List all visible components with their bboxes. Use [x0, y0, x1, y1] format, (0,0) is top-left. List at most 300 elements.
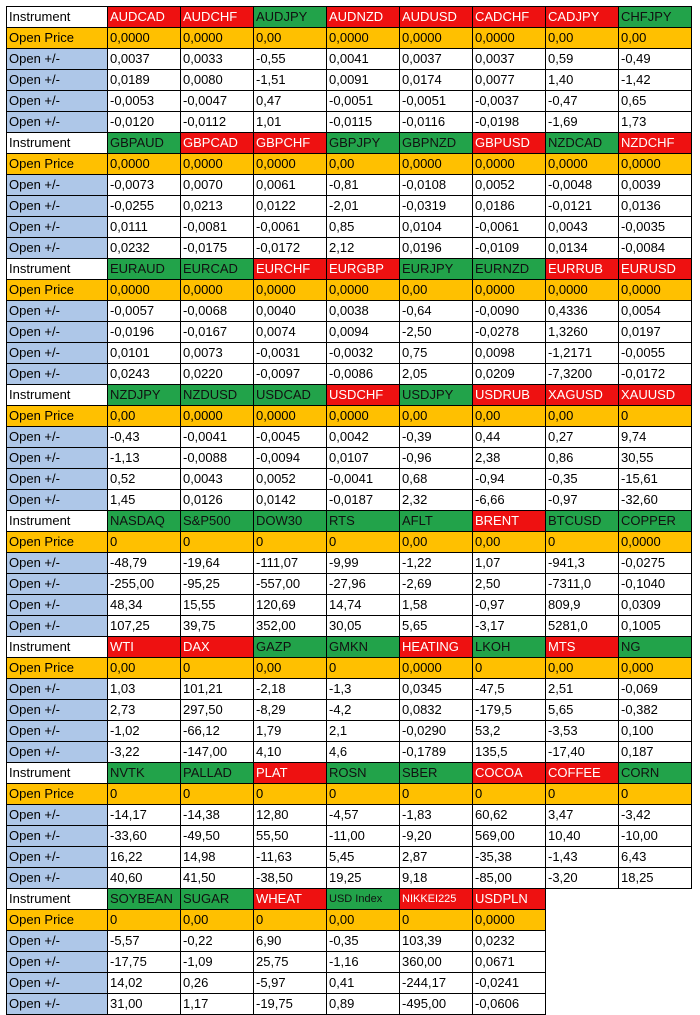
change-row [7, 343, 692, 364]
change-cell: 0,65 [619, 91, 692, 112]
change-label: Open +/- [7, 343, 108, 364]
change-cell: -0,0061 [473, 217, 546, 238]
change-cell: 0,26 [181, 973, 254, 994]
instrument-name-cell: NVTK [108, 763, 181, 784]
change-cell: 2,51 [546, 679, 619, 700]
empty-cell [546, 931, 619, 952]
change-row [7, 427, 692, 448]
open-price-row [7, 910, 692, 931]
open-price-label: Open Price [7, 280, 108, 301]
change-cell: -2,69 [400, 574, 473, 595]
change-row [7, 574, 692, 595]
change-label: Open +/- [7, 70, 108, 91]
open-price-cell: 0 [254, 784, 327, 805]
change-row [7, 70, 692, 91]
change-cell: 10,40 [546, 826, 619, 847]
change-cell: -9,20 [400, 826, 473, 847]
instrument-name-cell: AUDCHF [181, 7, 254, 28]
change-cell: -95,25 [181, 574, 254, 595]
instrument-header-row [7, 763, 692, 784]
change-cell: 360,00 [400, 952, 473, 973]
change-cell: 0,0232 [108, 238, 181, 259]
open-price-label: Open Price [7, 658, 108, 679]
open-price-cell: 0,0000 [400, 658, 473, 679]
change-cell: 0,0174 [400, 70, 473, 91]
change-cell: -0,0187 [327, 490, 400, 511]
change-cell: 0,0042 [327, 427, 400, 448]
change-row [7, 553, 692, 574]
instrument-name-cell: EURJPY [400, 259, 473, 280]
instrument-name-cell: WTI [108, 637, 181, 658]
open-price-cell: 0 [327, 784, 400, 805]
change-cell: 0,0073 [181, 343, 254, 364]
change-cell: 2,1 [327, 721, 400, 742]
change-cell: -0,0041 [181, 427, 254, 448]
instrument-name-cell: EURGBP [327, 259, 400, 280]
instrument-name-cell: NZDUSD [181, 385, 254, 406]
instrument-label: Instrument [7, 889, 108, 910]
change-cell: 2,05 [400, 364, 473, 385]
change-cell: 0,4336 [546, 301, 619, 322]
change-cell: -0,0045 [254, 427, 327, 448]
change-cell: 60,62 [473, 805, 546, 826]
change-cell: -0,0090 [473, 301, 546, 322]
change-cell: 120,69 [254, 595, 327, 616]
change-cell: -8,29 [254, 700, 327, 721]
change-cell: 48,34 [108, 595, 181, 616]
change-label: Open +/- [7, 301, 108, 322]
change-row [7, 196, 692, 217]
change-cell: -2,50 [400, 322, 473, 343]
change-cell: 809,9 [546, 595, 619, 616]
open-price-cell: 0 [254, 910, 327, 931]
open-price-cell: 0,00 [327, 154, 400, 175]
instrument-name-cell: GMKN [327, 637, 400, 658]
instrument-name-cell: MTS [546, 637, 619, 658]
change-cell: -0,0088 [181, 448, 254, 469]
open-price-cell: 0,0000 [181, 280, 254, 301]
change-cell: 1,45 [108, 490, 181, 511]
change-cell: -27,96 [327, 574, 400, 595]
change-cell: 2,50 [473, 574, 546, 595]
change-cell: 0,41 [327, 973, 400, 994]
change-row [7, 112, 692, 133]
change-cell: 0,0142 [254, 490, 327, 511]
change-cell: -147,00 [181, 742, 254, 763]
change-cell: -0,35 [327, 931, 400, 952]
change-cell: 0,0189 [108, 70, 181, 91]
change-row [7, 175, 692, 196]
change-cell: 103,39 [400, 931, 473, 952]
instrument-name-cell: AUDNZD [327, 7, 400, 28]
empty-cell [619, 952, 692, 973]
change-label: Open +/- [7, 448, 108, 469]
open-price-cell: 0,0000 [546, 280, 619, 301]
change-label: Open +/- [7, 91, 108, 112]
change-cell: -0,64 [400, 301, 473, 322]
instrument-name-cell: SBER [400, 763, 473, 784]
open-price-cell: 0 [181, 658, 254, 679]
change-cell: -14,17 [108, 805, 181, 826]
open-price-row [7, 784, 692, 805]
open-price-cell: 0 [181, 784, 254, 805]
change-cell: -0,0048 [546, 175, 619, 196]
change-row [7, 91, 692, 112]
instrument-name-cell: CORN [619, 763, 692, 784]
change-row [7, 931, 692, 952]
change-label: Open +/- [7, 490, 108, 511]
change-label: Open +/- [7, 679, 108, 700]
change-cell: -5,57 [108, 931, 181, 952]
empty-cell [546, 910, 619, 931]
change-cell: -0,0175 [181, 238, 254, 259]
change-label: Open +/- [7, 952, 108, 973]
empty-cell [619, 994, 692, 1015]
open-price-cell: 0,0000 [473, 154, 546, 175]
change-row [7, 217, 692, 238]
instrument-name-cell: NIKKEI225 [400, 889, 473, 910]
instrument-name-cell: GBPAUD [108, 133, 181, 154]
instrument-name-cell: GAZP [254, 637, 327, 658]
open-price-cell: 0,00 [473, 532, 546, 553]
change-label: Open +/- [7, 700, 108, 721]
change-cell: -0,382 [619, 700, 692, 721]
change-cell: -66,12 [181, 721, 254, 742]
change-cell: 1,73 [619, 112, 692, 133]
change-cell: -10,00 [619, 826, 692, 847]
change-label: Open +/- [7, 238, 108, 259]
change-cell: 0,187 [619, 742, 692, 763]
open-price-cell: 0,00 [254, 28, 327, 49]
change-cell: 53,2 [473, 721, 546, 742]
change-cell: 9,74 [619, 427, 692, 448]
instrument-name-cell: DAX [181, 637, 254, 658]
change-label: Open +/- [7, 364, 108, 385]
change-cell: -179,5 [473, 700, 546, 721]
change-cell: 1,01 [254, 112, 327, 133]
change-cell: 2,32 [400, 490, 473, 511]
change-cell: -1,09 [181, 952, 254, 973]
change-cell: 39,75 [181, 616, 254, 637]
open-price-cell: 0,0000 [546, 154, 619, 175]
change-cell: 0,52 [108, 469, 181, 490]
open-price-cell: 0,0000 [254, 280, 327, 301]
change-cell: 0,0061 [254, 175, 327, 196]
change-cell: 0,0074 [254, 322, 327, 343]
instrument-name-cell: DOW30 [254, 511, 327, 532]
change-row [7, 868, 692, 889]
change-cell: -0,0196 [108, 322, 181, 343]
change-label: Open +/- [7, 322, 108, 343]
open-price-cell: 0,000 [619, 658, 692, 679]
instrument-name-cell: CADJPY [546, 7, 619, 28]
instrument-name-cell: EURCAD [181, 259, 254, 280]
change-row [7, 364, 692, 385]
change-label: Open +/- [7, 553, 108, 574]
open-price-row [7, 532, 692, 553]
change-cell: -38,50 [254, 868, 327, 889]
change-cell: 0,0040 [254, 301, 327, 322]
change-cell: -0,0278 [473, 322, 546, 343]
instrument-name-cell: CHFJPY [619, 7, 692, 28]
change-cell: 0,75 [400, 343, 473, 364]
open-price-cell: 0,0000 [473, 28, 546, 49]
open-price-cell: 0,00 [254, 658, 327, 679]
open-price-cell: 0 [546, 784, 619, 805]
change-cell: 0,0671 [473, 952, 546, 973]
change-label: Open +/- [7, 931, 108, 952]
instrument-name-cell: USDCHF [327, 385, 400, 406]
instrument-name-cell: XAGUSD [546, 385, 619, 406]
instrument-label: Instrument [7, 259, 108, 280]
open-price-row [7, 28, 692, 49]
open-price-cell: 0 [108, 910, 181, 931]
change-cell: 14,02 [108, 973, 181, 994]
empty-cell [619, 973, 692, 994]
change-cell: -49,50 [181, 826, 254, 847]
change-cell: -0,0120 [108, 112, 181, 133]
open-price-label: Open Price [7, 784, 108, 805]
change-cell: -15,61 [619, 469, 692, 490]
change-cell: 12,80 [254, 805, 327, 826]
change-cell: -0,55 [254, 49, 327, 70]
change-cell: -1,42 [619, 70, 692, 91]
instrument-header-row [7, 889, 692, 910]
change-cell: 0,0186 [473, 196, 546, 217]
open-price-cell: 0 [327, 658, 400, 679]
change-label: Open +/- [7, 805, 108, 826]
open-price-cell: 0 [546, 532, 619, 553]
empty-cell [619, 889, 692, 910]
change-row [7, 742, 692, 763]
instrument-name-cell: PALLAD [181, 763, 254, 784]
change-cell: -0,0051 [327, 91, 400, 112]
change-cell: 0,59 [546, 49, 619, 70]
change-cell: -7,3200 [546, 364, 619, 385]
change-cell: 569,00 [473, 826, 546, 847]
instrument-name-cell: AUDJPY [254, 7, 327, 28]
change-cell: 101,21 [181, 679, 254, 700]
instrument-name-cell: GBPJPY [327, 133, 400, 154]
change-cell: -0,0055 [619, 343, 692, 364]
change-cell: -47,5 [473, 679, 546, 700]
change-cell: 0,0054 [619, 301, 692, 322]
open-price-cell: 0,00 [400, 280, 473, 301]
open-price-cell: 0,0000 [108, 280, 181, 301]
open-price-cell: 0,0000 [108, 154, 181, 175]
change-label: Open +/- [7, 175, 108, 196]
empty-cell [546, 994, 619, 1015]
change-cell: -0,0053 [108, 91, 181, 112]
change-cell: -48,79 [108, 553, 181, 574]
change-label: Open +/- [7, 742, 108, 763]
change-cell: 0,0070 [181, 175, 254, 196]
change-cell: 0,0098 [473, 343, 546, 364]
instrument-name-cell: NZDCAD [546, 133, 619, 154]
change-cell: 4,10 [254, 742, 327, 763]
change-cell: 25,75 [254, 952, 327, 973]
change-cell: 0,0136 [619, 196, 692, 217]
change-cell: -0,0109 [473, 238, 546, 259]
instrument-name-cell: WHEAT [254, 889, 327, 910]
change-cell: -0,0290 [400, 721, 473, 742]
change-cell: 5,45 [327, 847, 400, 868]
instrument-name-cell: USDRUB [473, 385, 546, 406]
change-cell: 0,0033 [181, 49, 254, 70]
change-cell: -32,60 [619, 490, 692, 511]
empty-cell [619, 931, 692, 952]
change-row [7, 847, 692, 868]
change-cell: 0,0243 [108, 364, 181, 385]
change-cell: -0,0121 [546, 196, 619, 217]
instrument-name-cell: PLAT [254, 763, 327, 784]
change-cell: -85,00 [473, 868, 546, 889]
change-cell: -0,0051 [400, 91, 473, 112]
instrument-name-cell: GBPUSD [473, 133, 546, 154]
change-cell: -1,69 [546, 112, 619, 133]
empty-cell [619, 910, 692, 931]
change-cell: -0,0115 [327, 112, 400, 133]
open-price-cell: 0,00 [473, 406, 546, 427]
change-row [7, 595, 692, 616]
change-cell: 1,17 [181, 994, 254, 1015]
change-cell: 0,0104 [400, 217, 473, 238]
open-price-cell: 0,00 [546, 28, 619, 49]
change-label: Open +/- [7, 826, 108, 847]
change-cell: -0,49 [619, 49, 692, 70]
instrument-name-cell: SOYBEAN [108, 889, 181, 910]
change-cell: -0,22 [181, 931, 254, 952]
change-cell: -941,3 [546, 553, 619, 574]
instrument-name-cell: EURNZD [473, 259, 546, 280]
instrument-label: Instrument [7, 763, 108, 784]
change-row [7, 679, 692, 700]
change-row [7, 469, 692, 490]
change-cell: -2,18 [254, 679, 327, 700]
change-cell: 135,5 [473, 742, 546, 763]
instrument-name-cell: USDCAD [254, 385, 327, 406]
change-cell: -0,0073 [108, 175, 181, 196]
change-label: Open +/- [7, 616, 108, 637]
change-cell: -3,53 [546, 721, 619, 742]
open-price-cell: 0,00 [619, 28, 692, 49]
instrument-label: Instrument [7, 637, 108, 658]
open-price-cell: 0,0000 [400, 154, 473, 175]
change-cell: -2,01 [327, 196, 400, 217]
change-cell: 16,22 [108, 847, 181, 868]
change-cell: 19,25 [327, 868, 400, 889]
change-cell: 297,50 [181, 700, 254, 721]
change-cell: -1,16 [327, 952, 400, 973]
change-cell: 6,90 [254, 931, 327, 952]
change-cell: 0,0213 [181, 196, 254, 217]
change-cell: -4,2 [327, 700, 400, 721]
change-cell: -0,94 [473, 469, 546, 490]
change-label: Open +/- [7, 112, 108, 133]
instrument-name-cell: EURAUD [108, 259, 181, 280]
change-cell: 1,07 [473, 553, 546, 574]
change-cell: 0,0052 [254, 469, 327, 490]
instrument-header-row [7, 133, 692, 154]
change-cell: 0,0043 [181, 469, 254, 490]
change-cell: -0,0172 [619, 364, 692, 385]
open-price-row [7, 154, 692, 175]
open-price-cell: 0 [473, 658, 546, 679]
change-cell: -1,2171 [546, 343, 619, 364]
change-cell: 1,03 [108, 679, 181, 700]
change-cell: -19,75 [254, 994, 327, 1015]
change-cell: 6,43 [619, 847, 692, 868]
change-cell: 0,0039 [619, 175, 692, 196]
change-cell: -3,20 [546, 868, 619, 889]
change-label: Open +/- [7, 469, 108, 490]
instrument-name-cell: NZDJPY [108, 385, 181, 406]
change-cell: -11,63 [254, 847, 327, 868]
change-cell: -0,0606 [473, 994, 546, 1015]
instrument-name-cell: AUDCAD [108, 7, 181, 28]
open-price-row [7, 406, 692, 427]
change-cell: 0,27 [546, 427, 619, 448]
open-price-cell: 0,0000 [619, 532, 692, 553]
change-cell: 30,05 [327, 616, 400, 637]
empty-cell [546, 889, 619, 910]
change-row [7, 805, 692, 826]
change-cell: 0,0077 [473, 70, 546, 91]
change-row [7, 616, 692, 637]
instrument-name-cell: SUGAR [181, 889, 254, 910]
change-cell: 0,86 [546, 448, 619, 469]
change-cell: 2,38 [473, 448, 546, 469]
open-price-cell: 0,00 [400, 406, 473, 427]
change-cell: 0,0196 [400, 238, 473, 259]
change-row [7, 700, 692, 721]
instrument-name-cell: XAUUSD [619, 385, 692, 406]
open-price-cell: 0,0000 [327, 28, 400, 49]
change-cell: 352,00 [254, 616, 327, 637]
change-cell: 2,12 [327, 238, 400, 259]
change-cell: 1,3260 [546, 322, 619, 343]
change-cell: -0,0241 [473, 973, 546, 994]
change-cell: 0,0134 [546, 238, 619, 259]
open-price-label: Open Price [7, 154, 108, 175]
open-price-cell: 0 [400, 784, 473, 805]
instrument-header-row [7, 637, 692, 658]
change-cell: -7311,0 [546, 574, 619, 595]
change-cell: -244,17 [400, 973, 473, 994]
instrument-name-cell: NG [619, 637, 692, 658]
instrument-name-cell: COPPER [619, 511, 692, 532]
open-price-cell: 0,0000 [181, 28, 254, 49]
change-label: Open +/- [7, 196, 108, 217]
change-cell: -0,0031 [254, 343, 327, 364]
change-cell: 0,0037 [108, 49, 181, 70]
open-price-row [7, 658, 692, 679]
open-price-cell: 0,0000 [254, 154, 327, 175]
change-cell: 0,0043 [546, 217, 619, 238]
change-label: Open +/- [7, 847, 108, 868]
change-cell: -14,38 [181, 805, 254, 826]
change-cell: -0,97 [546, 490, 619, 511]
open-price-cell: 0,0000 [181, 406, 254, 427]
instrument-name-cell: BRENT [473, 511, 546, 532]
change-cell: -0,0032 [327, 343, 400, 364]
change-cell: -0,0086 [327, 364, 400, 385]
instrument-name-cell: NASDAQ [108, 511, 181, 532]
change-cell: 14,98 [181, 847, 254, 868]
change-cell: 0,0345 [400, 679, 473, 700]
instrument-name-cell: S&P500 [181, 511, 254, 532]
change-cell: 1,79 [254, 721, 327, 742]
